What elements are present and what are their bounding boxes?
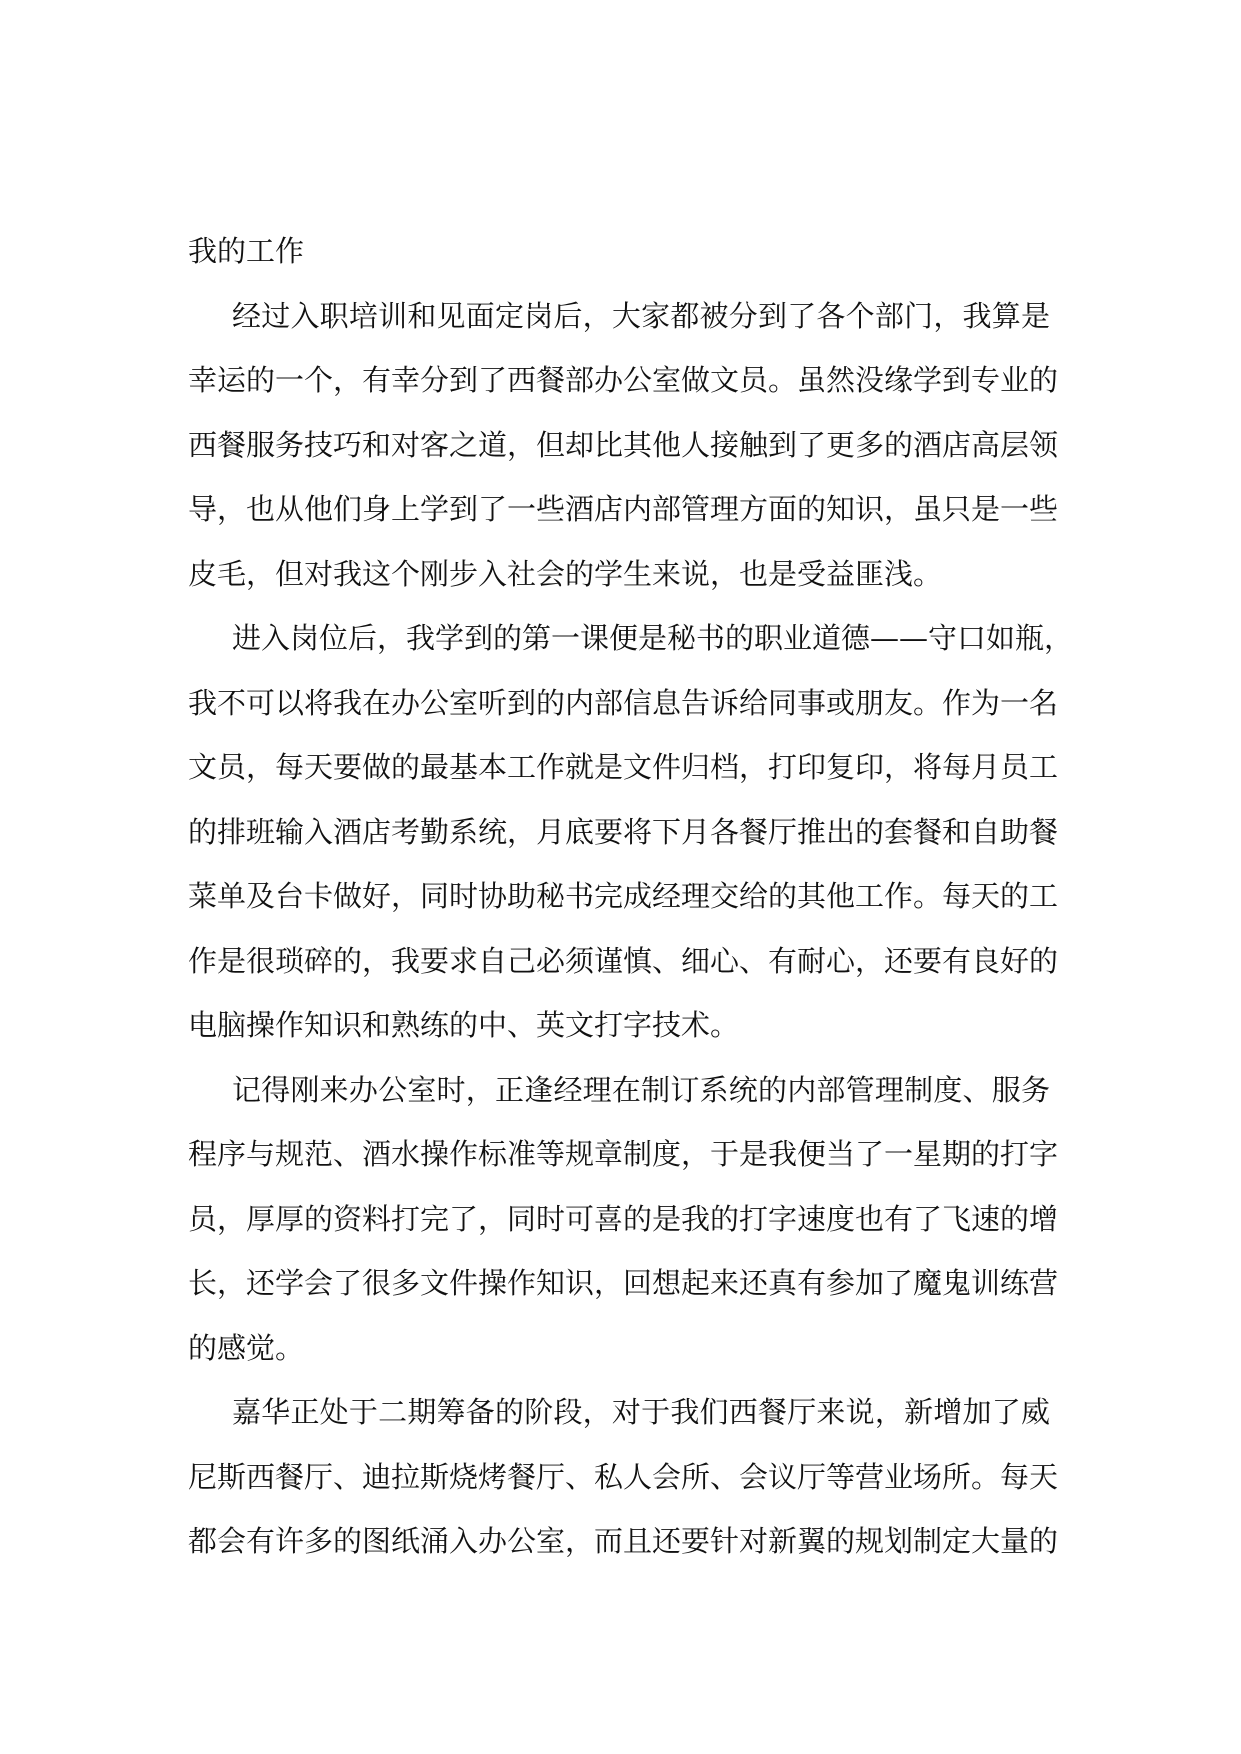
paragraph-line: 尼斯西餐厅、迪拉斯烧烤餐厅、私人会所、会议厅等营业场所。每天	[188, 1459, 1059, 1494]
paragraph-line: 文员，每天要做的最基本工作就是文件归档，打印复印，将每月员工	[188, 750, 1059, 784]
paragraph-line: 进入岗位后，我学到的第一课便是秘书的职业道德——守口如瓶，	[232, 621, 1074, 655]
paragraph-line: 记得刚来办公室时，正逢经理在制订系统的内部管理制度、服务	[232, 1072, 1050, 1107]
paragraph-line: 幸运的一个，有幸分到了西餐部办公室做文员。虽然没缘学到专业的	[188, 363, 1059, 397]
paragraph-line: 西餐服务技巧和对客之道，但却比其他人接触到了更多的酒店高层领	[188, 427, 1059, 462]
paragraph-line: 电脑操作知识和熟练的中、英文打字技术。	[188, 1008, 740, 1042]
paragraph-2	[188, 606, 1074, 1058]
paragraph-line: 员，厚厚的资料打完了，同时可喜的是我的打字速度也有了飞速的增	[188, 1201, 1059, 1236]
paragraph-line: 程序与规范、酒水操作标准等规章制度，于是我便当了一星期的打字	[188, 1137, 1059, 1171]
paragraph-line: 菜单及台卡做好，同时协助秘书完成经理交给的其他工作。每天的工	[188, 879, 1059, 913]
document-title: 我的工作	[188, 234, 305, 268]
paragraph-line: 导，也从他们身上学到了一些酒店内部管理方面的知识，虽只是一些	[188, 492, 1059, 526]
paragraph-1	[188, 284, 1059, 607]
paragraph-line: 我不可以将我在办公室听到的内部信息告诉给同事或朋友。作为一名	[188, 685, 1059, 720]
paragraph-line: 经过入职培训和见面定岗后，大家都被分到了各个部门，我算是	[232, 298, 1050, 333]
paragraph-4	[188, 1380, 1059, 1574]
paragraph-line: 皮毛，但对我这个刚步入社会的学生来说，也是受益匪浅。	[188, 556, 943, 591]
paragraph-3	[188, 1058, 1059, 1381]
paragraph-line: 嘉华正处于二期筹备的阶段，对于我们西餐厅来说，新增加了威	[232, 1395, 1050, 1429]
paragraph-line: 作是很琐碎的，我要求自己必须谨慎、细心、有耐心，还要有良好的	[188, 943, 1059, 978]
paragraph-line: 的排班输入酒店考勤系统，月底要将下月各餐厅推出的套餐和自助餐	[188, 814, 1059, 849]
document-body	[188, 219, 1074, 1574]
paragraph-line: 长，还学会了很多文件操作知识，回想起来还真有参加了魔鬼训练营	[188, 1266, 1059, 1300]
paragraph-line: 的感觉。	[188, 1330, 305, 1365]
paragraph-line: 都会有许多的图纸涌入办公室，而且还要针对新翼的规划制定大量的	[188, 1524, 1059, 1558]
